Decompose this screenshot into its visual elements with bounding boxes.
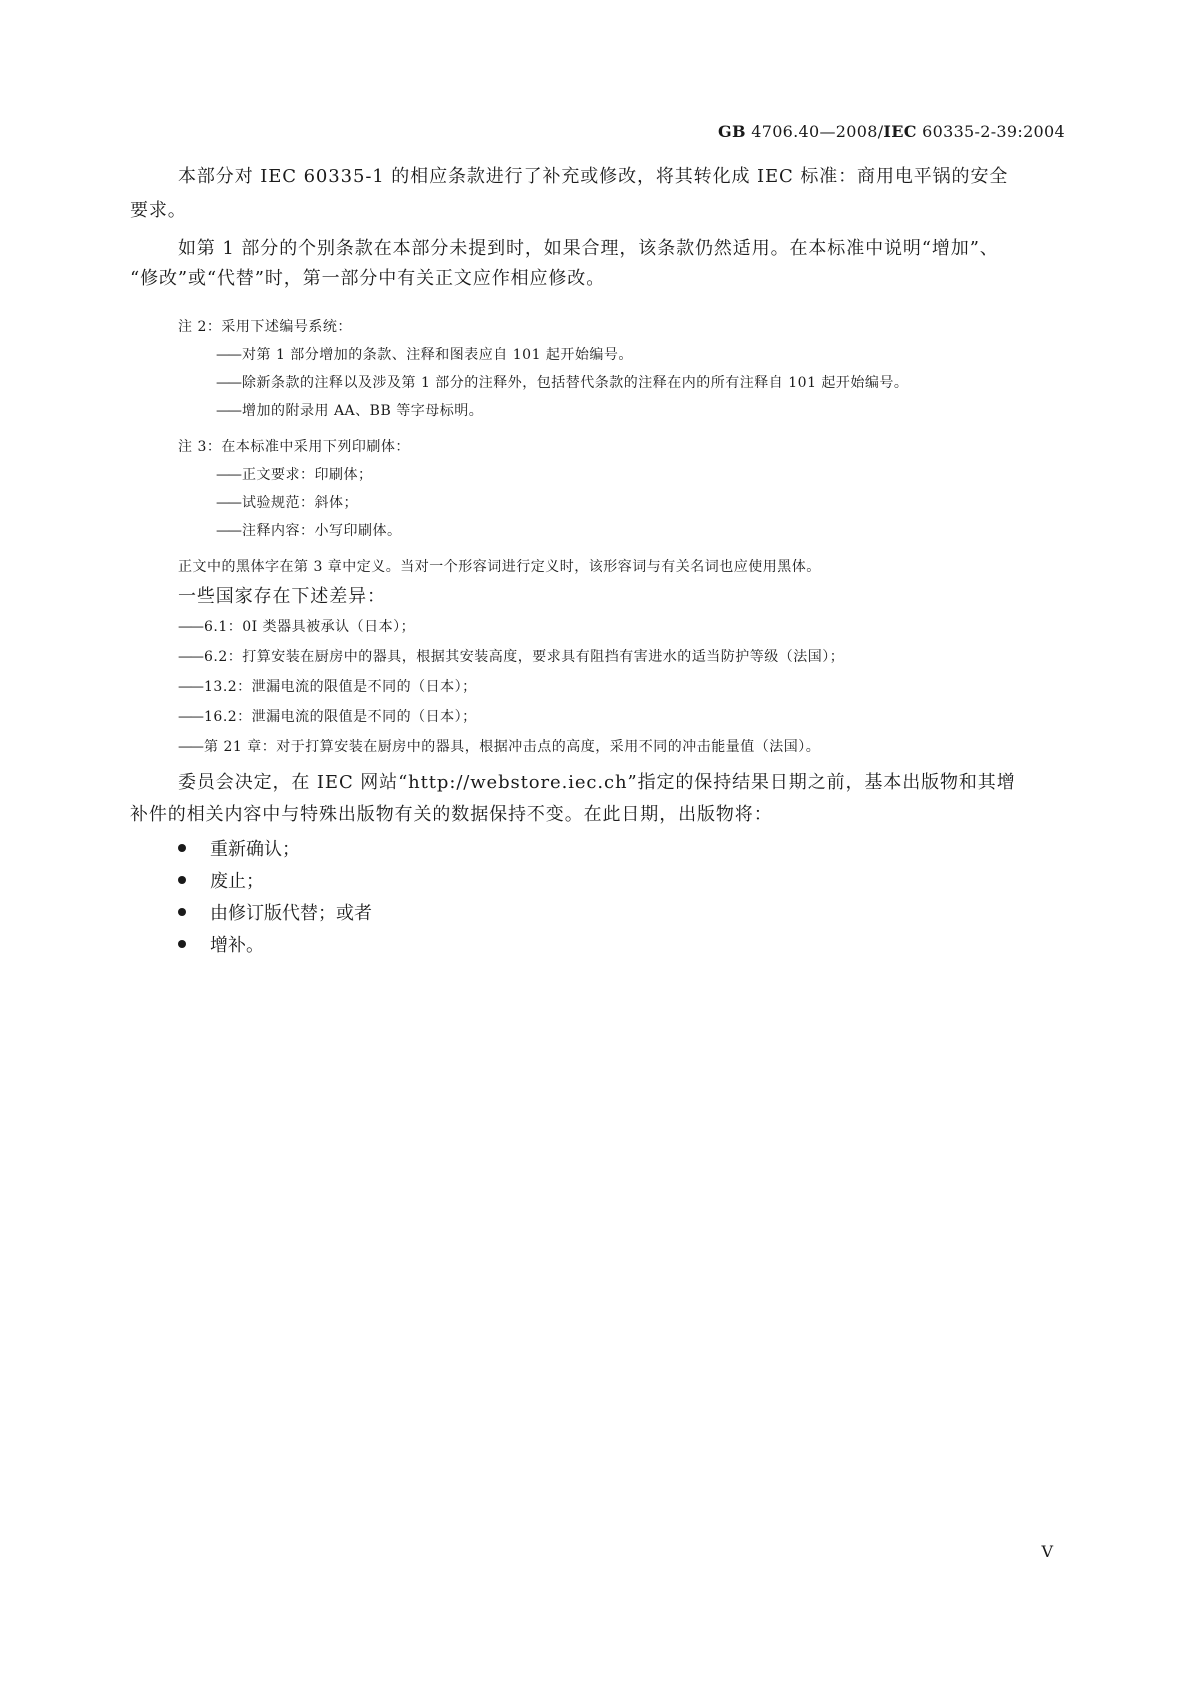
difference-item: —— 16.2：泄漏电流的限值是不同的（日本）；	[178, 706, 477, 728]
bullet-icon	[178, 940, 186, 948]
page-number: V	[1041, 1542, 1053, 1561]
bullet-item	[178, 900, 372, 928]
difference-item: —— 6.1：0I 类器具被承认（日本）；	[178, 616, 415, 638]
header-gb-number: 4706.40—2008/	[751, 122, 884, 141]
header-iec: IEC	[883, 122, 917, 141]
definition-line: 正文中的黑体字在第 3 章中定义。当对一个形容词进行定义时，该形容词与有关名词也应使用黑体。	[178, 559, 821, 575]
paragraph-1-line-2: 要求。	[130, 200, 187, 221]
standard-header	[718, 122, 1065, 141]
note-3-item: —— 注释内容：小写印刷体。	[216, 520, 402, 542]
bullet-item	[178, 868, 264, 896]
bullet-text: 重新确认；	[210, 839, 300, 860]
note-3-item: —— 正文要求：印刷体；	[216, 464, 373, 486]
paragraph-2-line-2: “修改”或“代替”时，第一部分中有关正文应作相应修改。	[130, 268, 606, 289]
difference-item: —— 第 21 章：对于打算安装在厨房中的器具，根据冲击点的高度，采用不同的冲击能量值（法国）。	[178, 736, 820, 758]
paragraph-2-line-1: 如第 1 部分的个别条款在本部分未提到时，如果合理，该条款仍然适用。在本标准中说明“增加”、	[178, 238, 999, 259]
bullet-item	[178, 836, 300, 864]
differences-title: 一些国家存在下述差异：	[178, 586, 386, 607]
note-3-item: —— 试验规范：斜体；	[216, 492, 358, 514]
note-2-item: —— 对第 1 部分增加的条款、注释和图表应自 101 起开始编号。	[216, 344, 633, 366]
difference-item: —— 6.2：打算安装在厨房中的器具，根据其安装高度，要求具有阻挡有害进水的适当防护等级（法国）；	[178, 646, 844, 668]
header-iec-number: 60335-2-39:2004	[922, 122, 1065, 141]
note-2-item: —— 增加的附录用 AA、BB 等字母标明。	[216, 400, 483, 422]
bullet-icon	[178, 844, 186, 852]
bullet-text: 废止；	[210, 871, 264, 892]
committee-line-2: 补件的相关内容中与特殊出版物有关的数据保持不变。在此日期，出版物将：	[130, 804, 773, 825]
bullet-text: 由修订版代替；或者	[210, 903, 372, 924]
bullet-icon	[178, 908, 186, 916]
note-2-item: —— 除新条款的注释以及涉及第 1 部分的注释外，包括替代条款的注释在内的所有注释自 101 起开始编号。	[216, 372, 908, 394]
note-3-title: 注 3：在本标准中采用下列印刷体：	[178, 439, 410, 455]
difference-item: —— 13.2：泄漏电流的限值是不同的（日本）；	[178, 676, 477, 698]
note-2-title: 注 2：采用下述编号系统：	[178, 319, 352, 335]
committee-line-1: 委员会决定，在 IEC 网站“http://webstore.iec.ch”指定的保持结果日期之前，基本出版物和其增	[178, 772, 1016, 793]
bullet-icon	[178, 876, 186, 884]
paragraph-1-line-1: 本部分对 IEC 60335-1 的相应条款进行了补充或修改，将其转化成 IEC 标准：商用电平锅的安全	[178, 166, 1009, 187]
header-gb: GB	[718, 122, 746, 141]
bullet-item	[178, 932, 264, 960]
bullet-text: 增补。	[210, 935, 264, 956]
